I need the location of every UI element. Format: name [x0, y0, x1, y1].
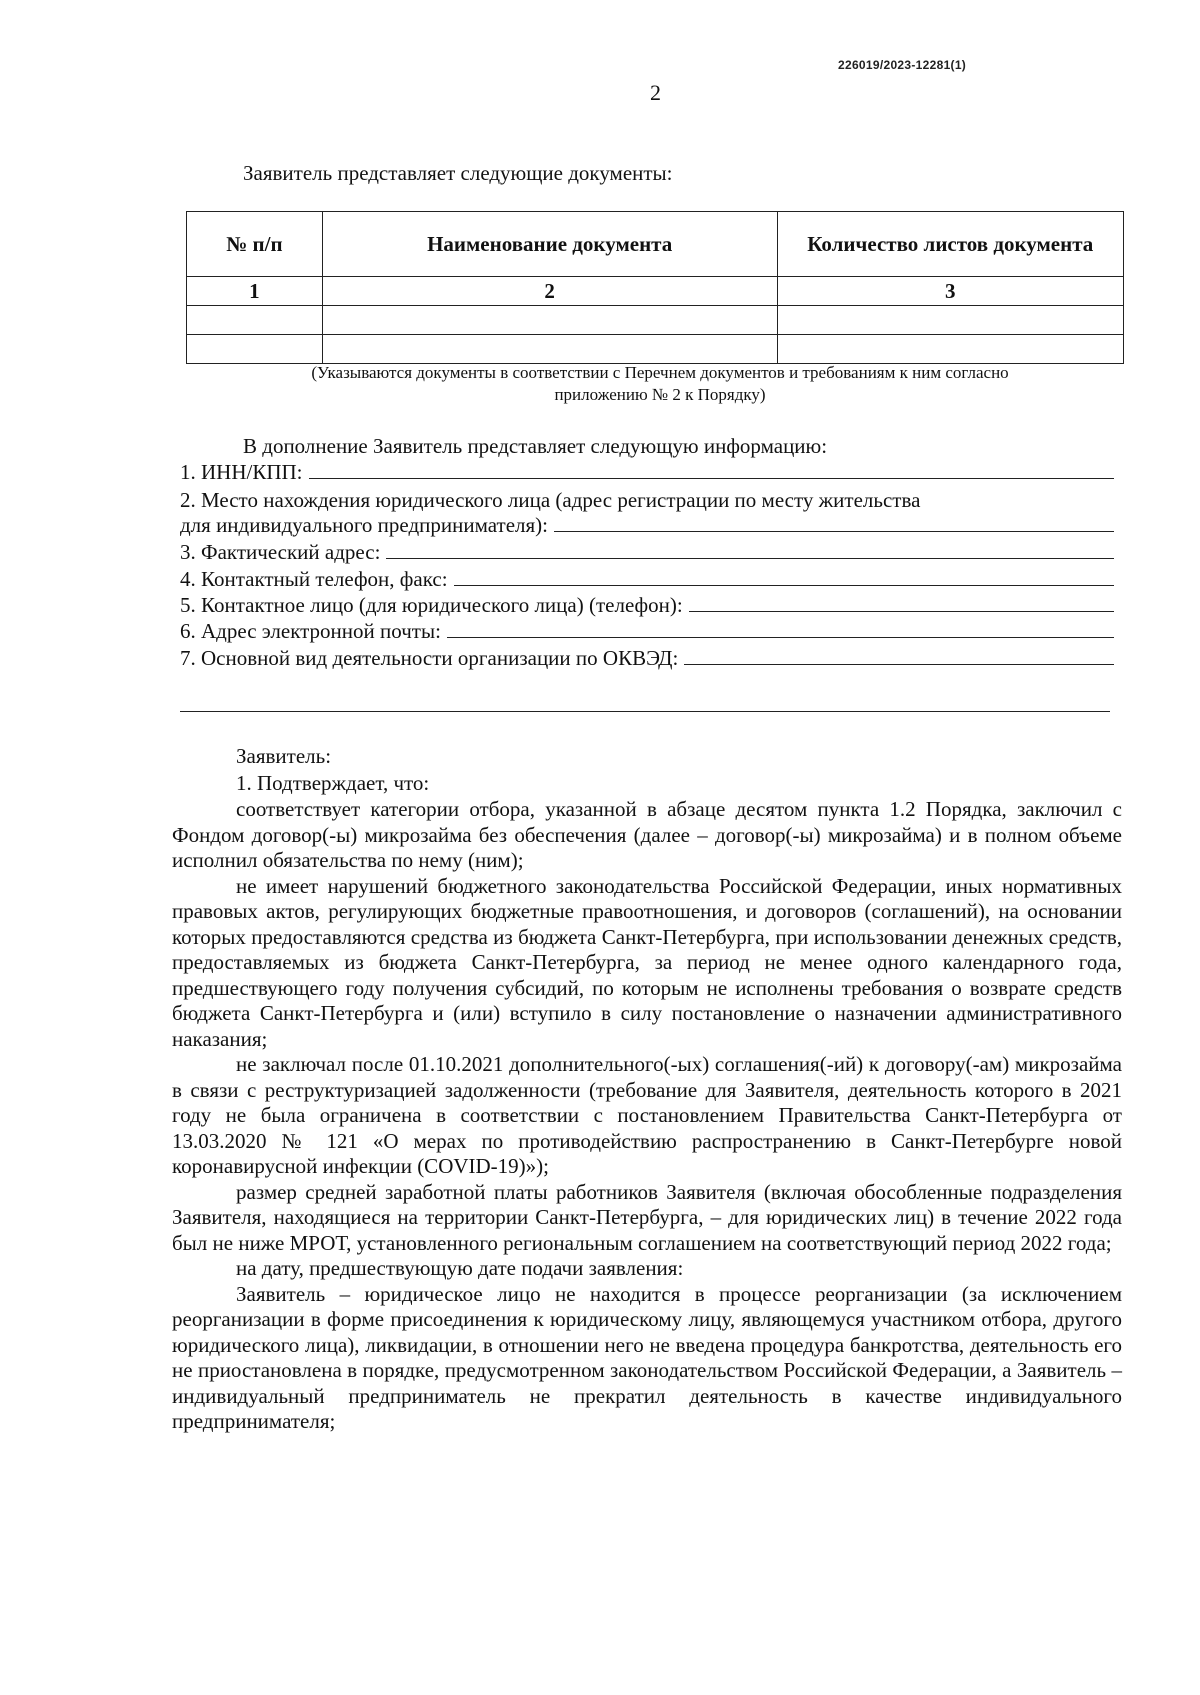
page-number: 2 — [650, 80, 661, 105]
email-line — [180, 618, 1114, 644]
statement-salary: размер средней заработной платы работников Заявителя (включая обособленные подразделения Заявителя, находящиеся на территории Санкт-Петербурга, – для юридических лиц) в течение 2022 года был не ниже МРОТ, установленного региональным соглашением на соответствующий период 2022 года; — [172, 1179, 1122, 1255]
header-number: № п/п — [187, 212, 323, 277]
table-cell — [777, 335, 1123, 364]
actual-address-line — [180, 539, 1114, 565]
contact-person-blank — [689, 593, 1114, 612]
table-cell — [777, 306, 1123, 335]
statement-reorganization: Заявитель – юридическое лицо не находится в процессе реорганизации (за исключением реорганизации в форме присоединения к юридическому лицу, являющемуся участником отбора, другого юридического лица), ликвидации, в отношении него не введена процедура банкротства, деятельность его не приостановлена в порядке, предусмотренном законодательством Российской Федерации, а Заявитель – индивидуальный предприниматель не прекратил деятельность в качестве индивидуального предпринимателя; — [172, 1281, 1122, 1433]
okved-label: 7. Основной вид деятельности организации по ОКВЭД: — [180, 646, 679, 670]
location-label-line2: для индивидуального предпринимателя): — [180, 513, 548, 537]
table-cell — [322, 335, 777, 364]
table-cell: 1 — [187, 277, 323, 306]
header-document-name: Наименование документа — [322, 212, 777, 277]
table-cell — [322, 306, 777, 335]
statement-agreements: не заключал после 01.10.2021 дополнительного(-ых) соглашения(-ий) к договору(-ам) микрозайма в связи с реструктуризацией задолженности (требование для Заявителя, деятельность которого в 2021 году не была ограничена в соответствии с постановлением Правительства Санкт-Петербурга от 13.03.2020 № 121 «О мерах по противодействию распространению в Санкт-Петербурге новой коронавирусной инфекции (COVID-19)»); — [172, 1052, 1122, 1178]
inn-kpp-blank — [309, 460, 1114, 479]
applicant-statements — [172, 797, 1122, 1435]
statement-category: соответствует категории отбора, указанной в абзаце десятом пункта 1.2 Порядка, заключил с Фондом договор(-ы) микрозайма без обеспечения (далее – договор(-ы) микрозайма) и в полном объеме исполнил обязательства по нему (ним); — [172, 797, 1122, 872]
email-label: 6. Адрес электронной почты: — [180, 619, 441, 643]
inn-kpp-label: 1. ИНН/КПП: — [180, 460, 303, 484]
okved-line — [180, 645, 1114, 671]
okved-blank — [684, 646, 1114, 665]
statement-date: на дату, предшествующую дате подачи заявления: — [236, 1256, 684, 1280]
table-cell — [187, 306, 323, 335]
document-id: 226019/2023-12281(1) — [838, 58, 967, 72]
email-blank — [447, 619, 1114, 638]
location-label-line1: 2. Место нахождения юридического лица (адрес регистрации по месту жительства — [180, 488, 921, 512]
phone-blank — [454, 567, 1114, 586]
confirms-heading: 1. Подтверждает, что: — [236, 771, 430, 795]
location-line — [180, 512, 1114, 538]
location-blank — [554, 513, 1114, 532]
table-row — [187, 277, 1124, 306]
table-header-row — [187, 212, 1124, 277]
contact-person-label: 5. Контактное лицо (для юридического лица) (телефон): — [180, 593, 683, 617]
table-cell: 2 — [322, 277, 777, 306]
table-row — [187, 335, 1124, 364]
contact-person-line — [180, 592, 1114, 618]
table-cell: 3 — [777, 277, 1123, 306]
documents-table — [186, 211, 1124, 364]
actual-address-blank — [386, 540, 1114, 559]
documents-intro: Заявитель представляет следующие документы: — [243, 161, 673, 185]
header-sheet-count: Количество листов документа — [777, 212, 1123, 277]
info-heading: В дополнение Заявитель представляет следующую информацию: — [243, 434, 828, 458]
phone-line — [180, 566, 1114, 592]
statement-budget: не имеет нарушений бюджетного законодательства Российской Федерации, иных нормативных правовых актов, регулирующих бюджетные правоотношения, и договоров (соглашений), на основании которых предоставляются средства из бюджета Санкт-Петербурга, при использовании денежных средств, предоставляемых из бюджета Санкт-Петербурга, за период не менее одного календарного года, предшествующего году получения субсидий, по которым не исполнены требования о возврате средств бюджета Санкт-Петербурга и (или) вступило в силу постановление о назначении административного наказания; — [172, 873, 1122, 1051]
table-row — [187, 306, 1124, 335]
inn-kpp-line — [180, 459, 1114, 485]
table-cell — [187, 335, 323, 364]
phone-label: 4. Контактный телефон, факс: — [180, 567, 448, 591]
extra-blank-line — [180, 711, 1110, 712]
actual-address-label: 3. Фактический адрес: — [180, 540, 381, 564]
table-note: (Указываются документы в соответствии с Перечнем документов и требованиям к ним согласно приложению № 2 к Порядку) — [311, 363, 1009, 404]
applicant-label: Заявитель: — [236, 744, 332, 768]
